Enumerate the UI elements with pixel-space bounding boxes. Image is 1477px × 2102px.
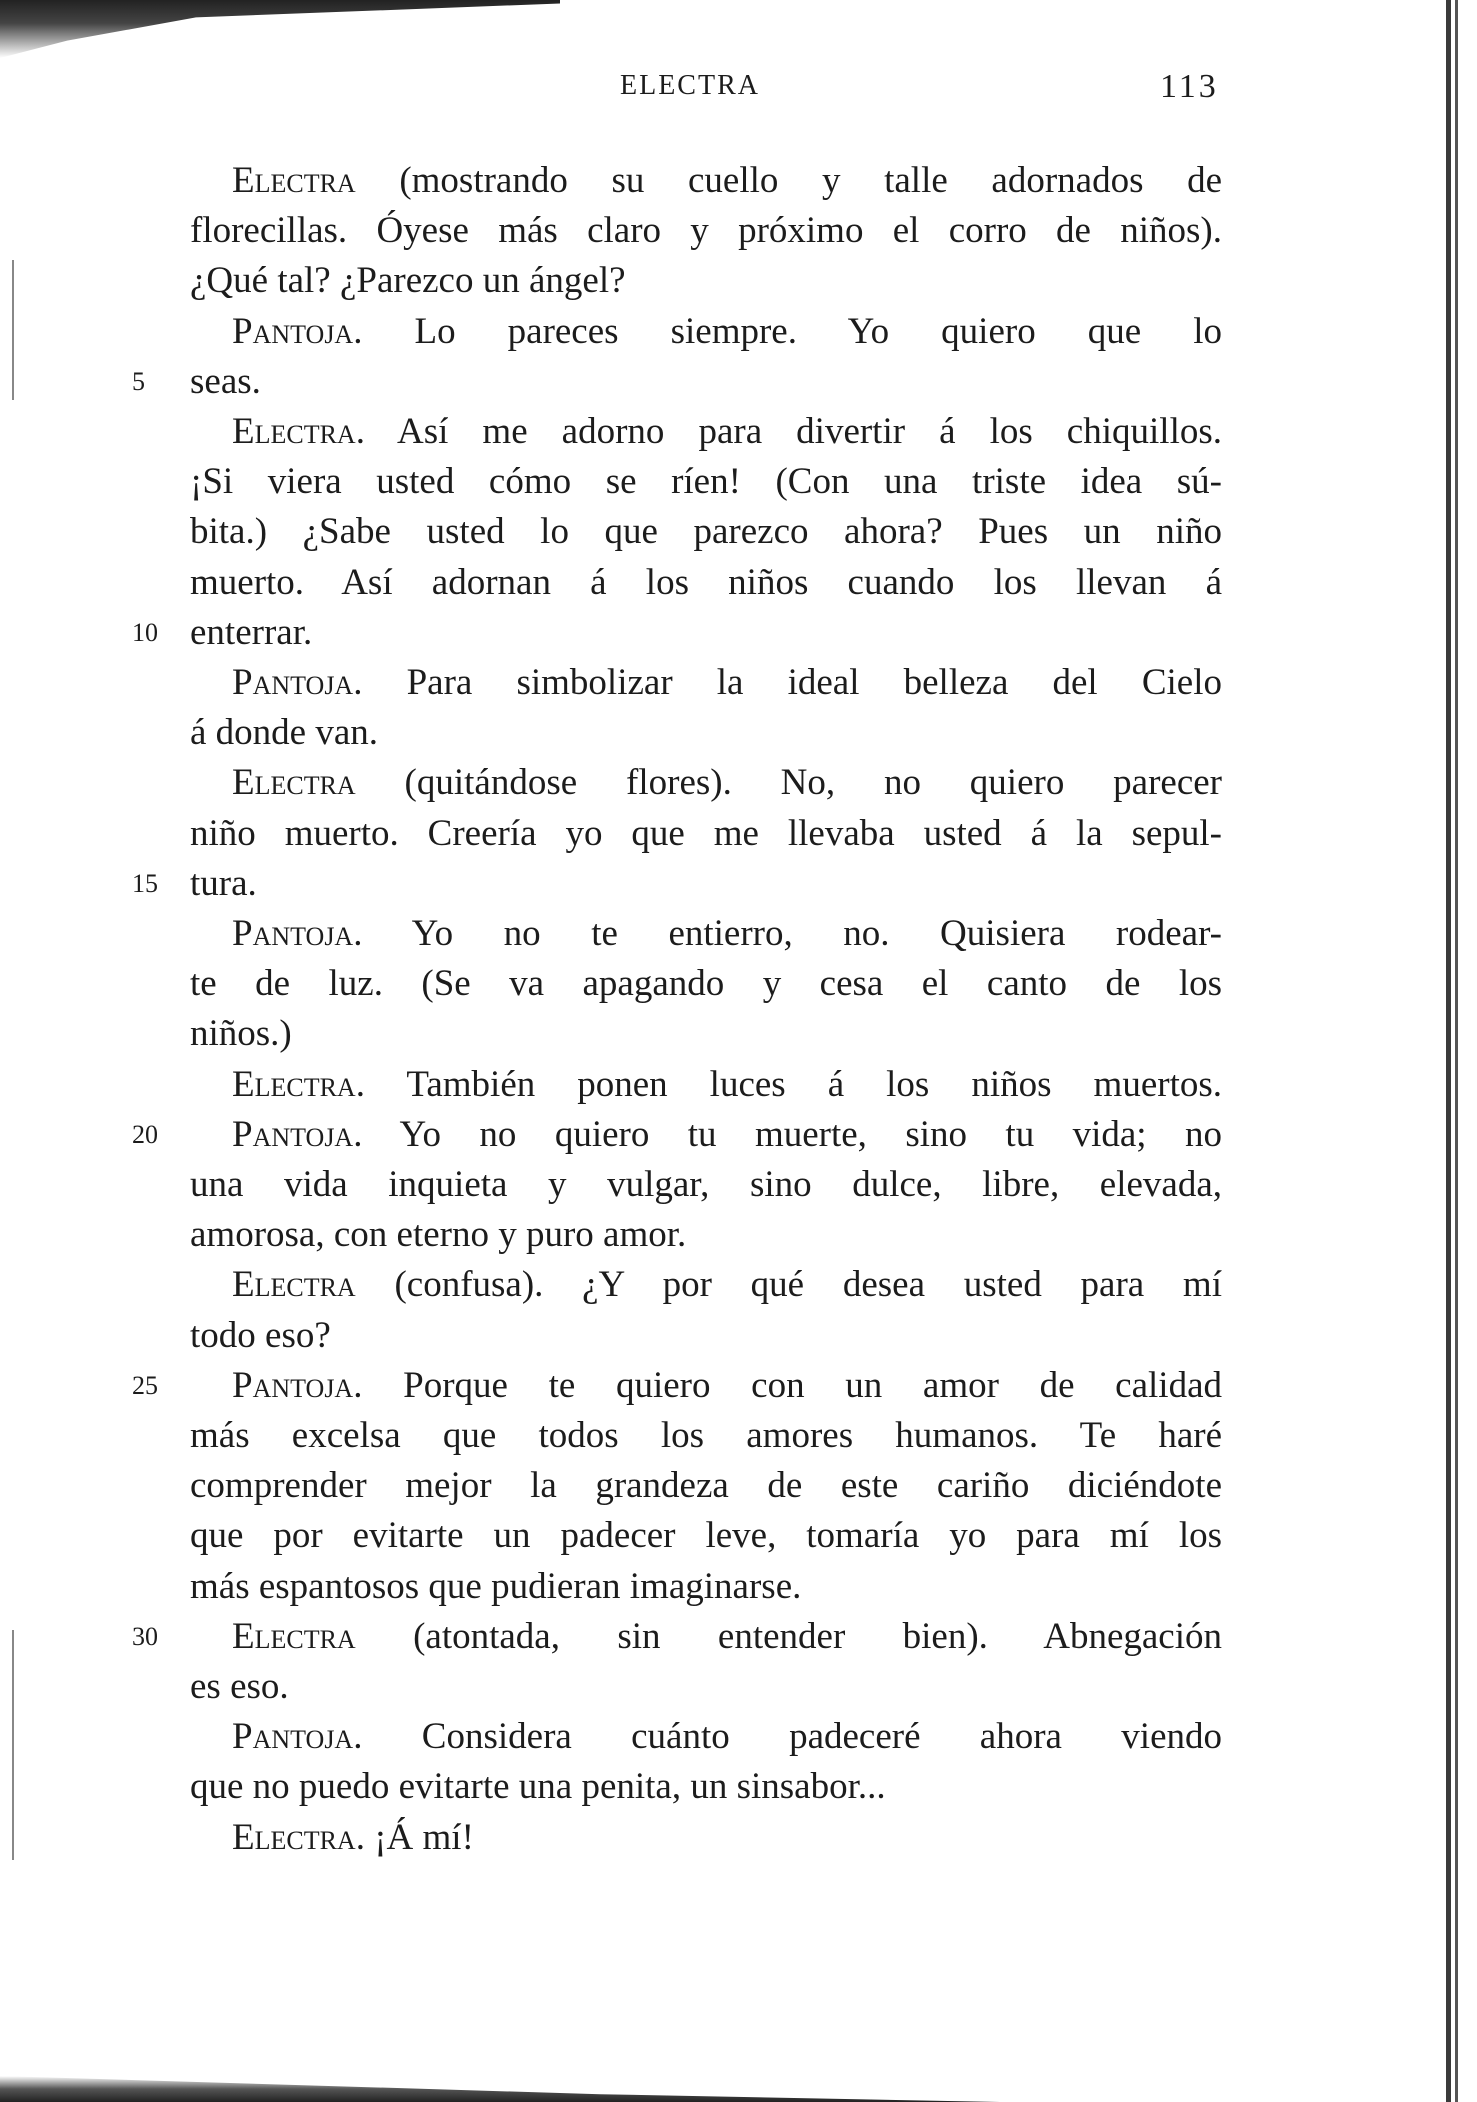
speaker-name: Electra.	[232, 1817, 365, 1858]
page-edge-line	[12, 1630, 14, 1860]
line-text: Así me adorno para divertir á los chiquillos.	[364, 411, 1222, 452]
line-text: más excelsa que todos los amores humanos. Te haré	[190, 1415, 1222, 1456]
line-text: más espantosos que pudieran imaginarse.	[190, 1566, 802, 1607]
line-text: Yo no te entierro, no. Quisiera rodear-	[362, 913, 1222, 954]
line-number: 5	[132, 367, 145, 396]
text-line	[232, 158, 1222, 204]
line-number: 20	[132, 1120, 158, 1149]
speaker-name: Pantoja.	[232, 1365, 363, 1406]
line-text: á donde van.	[190, 712, 379, 753]
line-text: (confusa). ¿Y por qué desea usted para mí	[355, 1264, 1222, 1305]
text-line	[190, 961, 1222, 1007]
line-text: amorosa, con eterno y puro amor.	[190, 1214, 687, 1255]
text-line	[232, 760, 1222, 806]
line-text: También ponen luces á los niños muertos.	[364, 1064, 1222, 1105]
text-line	[190, 258, 1222, 304]
line-text: tura.	[190, 863, 257, 904]
text-line	[190, 610, 1222, 656]
text-line	[190, 1011, 1222, 1057]
line-text: (quitándose flores). No, no quiero parecer	[355, 762, 1222, 803]
line-number: 25	[132, 1371, 158, 1400]
line-text: bita.) ¿Sabe usted lo que parezco ahora? Pues un niño	[190, 511, 1222, 552]
text-line	[190, 509, 1222, 555]
line-text: muerto. Así adornan á los niños cuando los llevan á	[190, 562, 1222, 603]
text-line	[232, 660, 1222, 706]
text-line	[190, 1463, 1222, 1509]
speaker-name: Electra	[232, 762, 356, 803]
text-line	[190, 1764, 1222, 1810]
text-line	[232, 1363, 1222, 1409]
speaker-name: Electra	[232, 1616, 356, 1657]
line-text: ¡Si viera usted cómo se ríen! (Con una triste idea sú-	[190, 461, 1222, 502]
line-text: enterrar.	[190, 612, 313, 653]
speaker-name: Pantoja.	[232, 1716, 363, 1757]
text-line	[190, 1664, 1222, 1710]
text-line	[190, 459, 1222, 505]
line-text: Considera cuánto padeceré ahora viendo	[362, 1716, 1222, 1757]
page-number: 113	[1160, 68, 1219, 105]
line-text: Porque te quiero con un amor de calidad	[362, 1365, 1222, 1406]
text-line	[190, 560, 1222, 606]
text-line	[232, 1262, 1222, 1308]
line-text: ¡Á mí!	[364, 1817, 474, 1858]
running-head	[0, 70, 1477, 110]
line-text: es eso.	[190, 1666, 289, 1707]
text-line	[232, 1062, 1222, 1108]
text-line	[232, 1815, 1222, 1861]
text-line	[190, 1413, 1222, 1459]
line-text: te de luz. (Se va apagando y cesa el canto de los	[190, 963, 1222, 1004]
text-line	[232, 409, 1222, 455]
text-line	[190, 1313, 1222, 1359]
text-line	[232, 1112, 1222, 1158]
line-text: (mostrando su cuello y talle adornados de	[355, 160, 1222, 201]
line-number: 30	[132, 1622, 158, 1651]
running-title: ELECTRA	[620, 70, 760, 101]
speaker-name: Pantoja.	[232, 913, 363, 954]
line-text: ¿Qué tal? ¿Parezco un ángel?	[190, 260, 626, 301]
speaker-name: Pantoja.	[232, 311, 363, 352]
speaker-name: Electra.	[232, 411, 365, 452]
text-line	[190, 811, 1222, 857]
text-line	[232, 1714, 1222, 1760]
scan-shadow-bottom	[0, 2076, 1000, 2102]
speaker-name: Pantoja.	[232, 662, 363, 703]
line-text: niños.)	[190, 1013, 292, 1054]
line-text: Lo pareces siempre. Yo quiero que lo	[362, 311, 1222, 352]
text-line	[190, 710, 1222, 756]
line-text: que por evitarte un padecer leve, tomaría yo para mí los	[190, 1515, 1222, 1556]
text-line	[232, 309, 1222, 355]
line-text: una vida inquieta y vulgar, sino dulce, libre, elevada,	[190, 1164, 1222, 1205]
speaker-name: Electra	[232, 1264, 356, 1305]
line-number: 10	[132, 618, 158, 647]
scan-shadow-top	[0, 0, 560, 58]
text-line	[190, 1212, 1222, 1258]
line-text: florecillas. Óyese más claro y próximo el corro de niños).	[190, 210, 1222, 251]
text-line	[232, 1614, 1222, 1660]
text-line	[232, 911, 1222, 957]
line-text: todo eso?	[190, 1315, 331, 1356]
text-line	[190, 1564, 1222, 1610]
text-line	[190, 359, 1222, 405]
text-line	[190, 861, 1222, 907]
page-edge-line	[1455, 0, 1458, 2102]
speaker-name: Pantoja.	[232, 1114, 363, 1155]
speaker-name: Electra.	[232, 1064, 365, 1105]
line-text: Yo no quiero tu muerte, sino tu vida; no	[362, 1114, 1222, 1155]
text-line	[190, 208, 1222, 254]
line-text: seas.	[190, 361, 261, 402]
line-text: niño muerto. Creería yo que me llevaba usted á la sepul-	[190, 813, 1222, 854]
line-text: Para simbolizar la ideal belleza del Cielo	[362, 662, 1222, 703]
line-text: que no puedo evitarte una penita, un sinsabor...	[190, 1766, 886, 1807]
text-line	[190, 1513, 1222, 1559]
line-text: (atontada, sin entender bien). Abnegación	[355, 1616, 1222, 1657]
line-number: 15	[132, 869, 158, 898]
line-text: comprender mejor la grandeza de este cariño diciéndote	[190, 1465, 1222, 1506]
text-line	[190, 1162, 1222, 1208]
speaker-name: Electra	[232, 160, 356, 201]
page-edge-line	[12, 260, 14, 400]
page-edge-line	[1446, 0, 1451, 2102]
